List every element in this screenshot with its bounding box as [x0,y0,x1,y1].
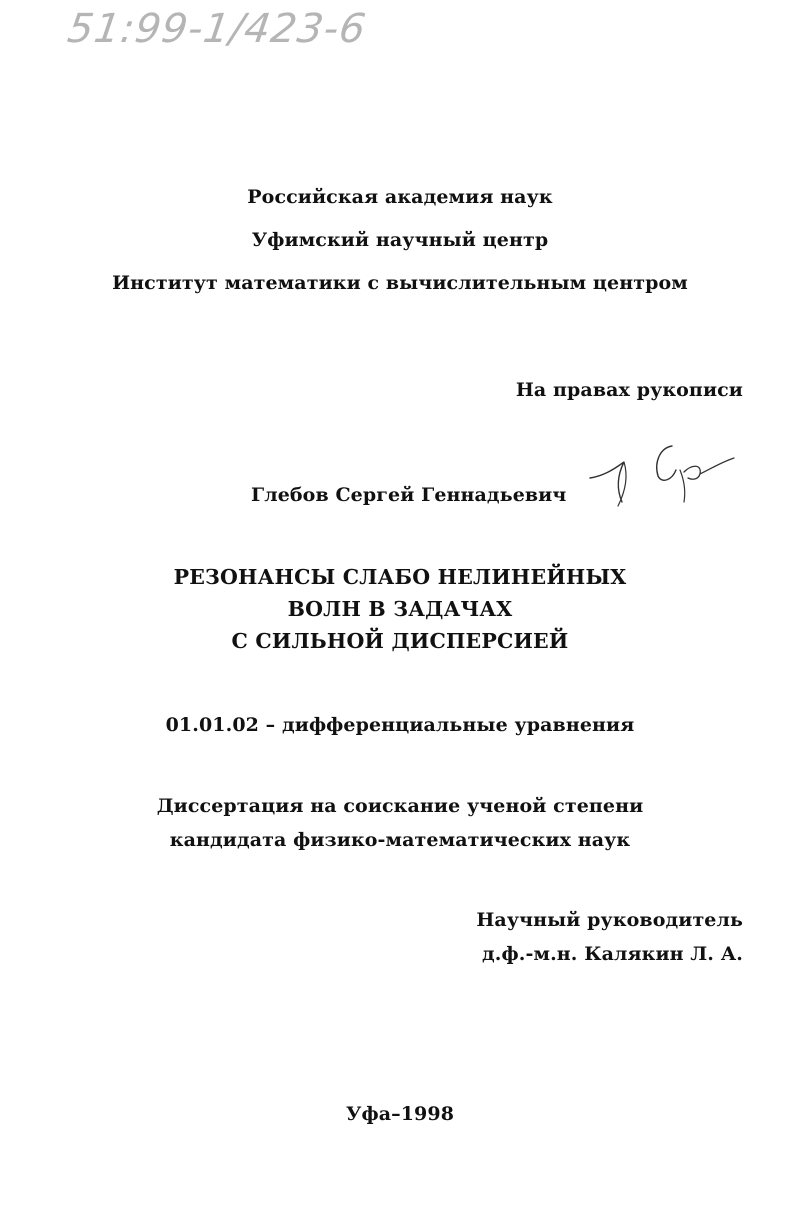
dissertation-line-1: Диссертация на соискание ученой степени [156,795,644,817]
title-line-3: С СИЛЬНОЙ ДИСПЕРСИЕЙ [231,629,569,653]
advisor-name: д.ф.-м.н. Калякин Л. А. [482,943,743,965]
library-stamp: 51:99-1/423-6 [64,6,370,52]
author-signature [588,440,738,510]
advisor-role: Научный руководитель [476,909,743,931]
rights-note: На правах рукописи [515,379,743,401]
dissertation-line-2: кандидата физико-математических наук [169,829,631,851]
academy-name: Российская академия наук [247,186,553,208]
author-name: Глебов Сергей Геннадьевич [251,484,567,506]
title-line-2: ВОЛН В ЗАДАЧАХ [287,597,513,621]
city-year: Уфа–1998 [345,1103,455,1125]
specialty-code: 01.01.02 – дифференциальные уравнения [165,714,635,736]
institute-name: Институт математики с вычислительным центром [112,272,688,294]
scientific-center-name: Уфимский научный центр [251,229,549,251]
title-line-1: РЕЗОНАНСЫ СЛАБО НЕЛИНЕЙНЫХ [173,565,627,589]
